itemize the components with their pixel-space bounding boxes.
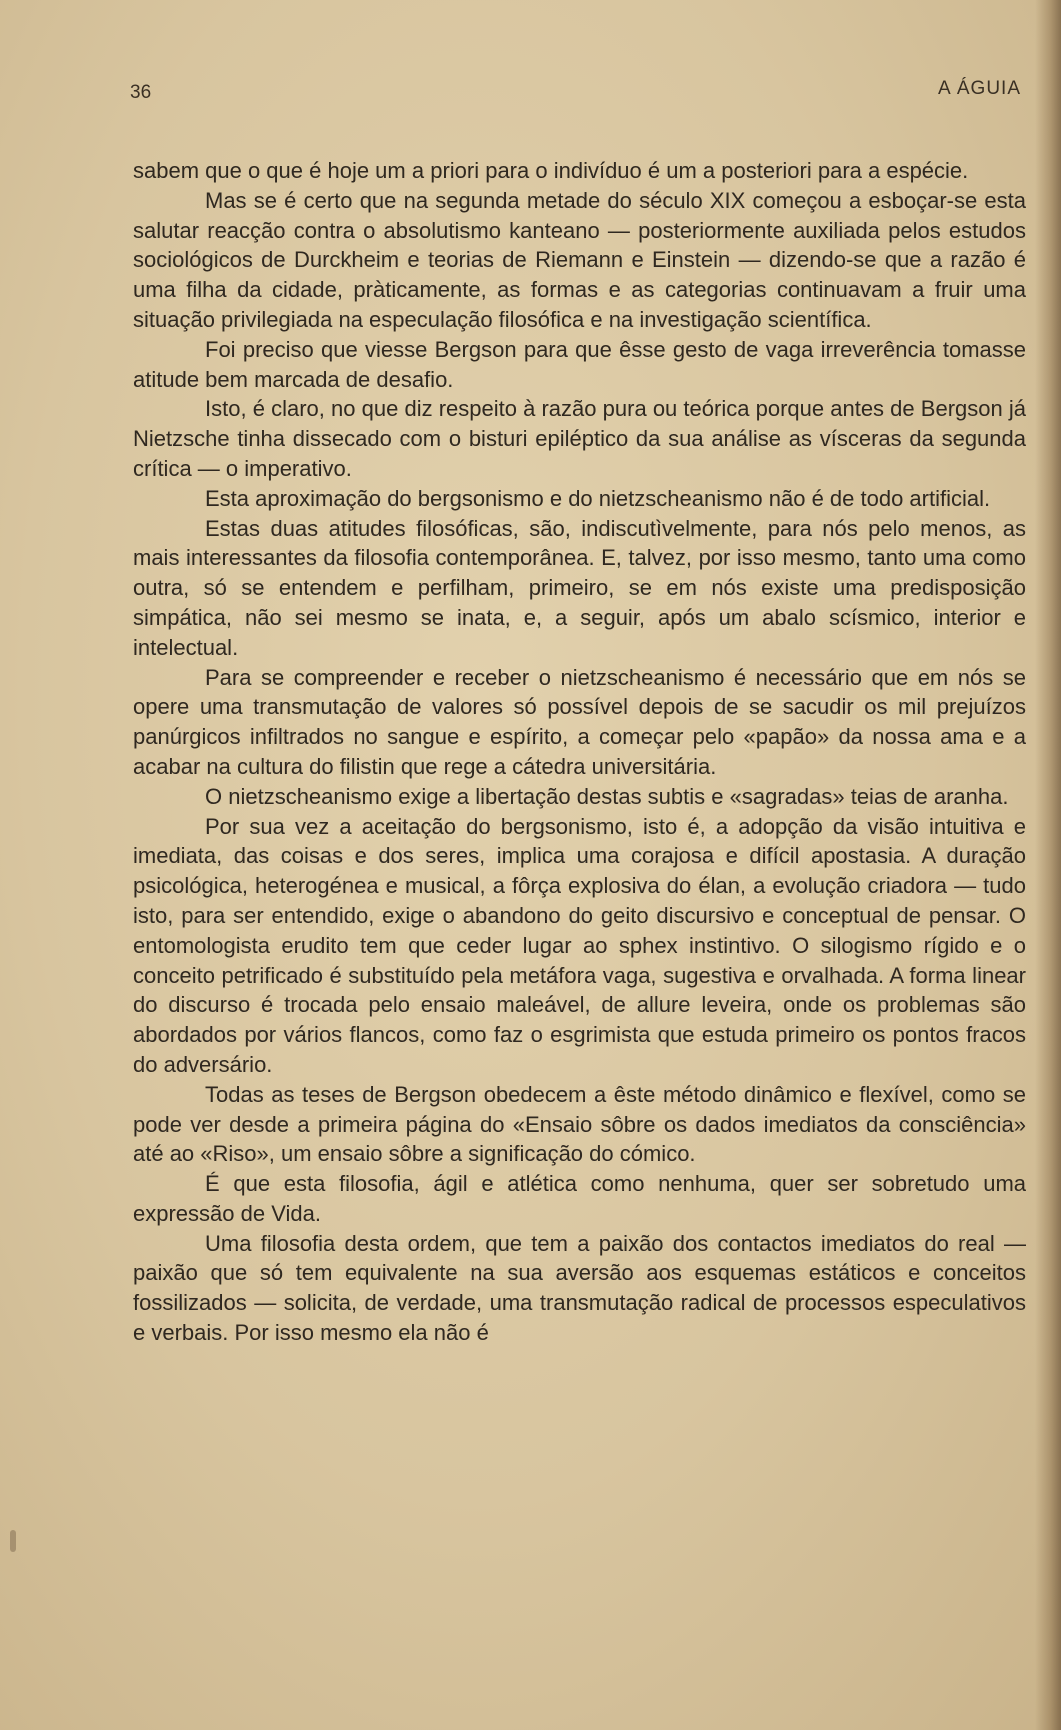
paragraph: Mas se é certo que na segunda metade do século XIX começou a esboçar-se esta salutar reacção contra o absolutismo kanteano — posteriormente auxiliada pelos estudos sociológicos de Durckheim e teorias de Riemann e Einstein — dizendo-se que a razão é uma filha da cidade, pràticamente, as formas e as categorias continuavam a fruir uma situação privilegiada na especulação filosófica e na investigação scientífica. bbox=[133, 187, 1026, 332]
paragraph: Estas duas atitudes filosóficas, são, indiscutìvelmente, para nós pelo menos, as mais interessantes da filosofia contemporânea. E, talvez, por isso mesmo, tanto uma como outra, só se entendem e perfilham, primeiro, se em nós existe uma predisposição simpática, não sei mesmo se inata, e, a seguir, após um abalo scísmico, interior e intelectual. bbox=[133, 515, 1026, 660]
running-title: A ÁGUIA bbox=[937, 78, 1021, 99]
paragraph: O nietzscheanismo exige a libertação destas subtis e «sagradas» teias de aranha. bbox=[205, 783, 1009, 809]
paragraph: Esta aproximação do bergsonismo e do nietzscheanismo não é de todo artificial. bbox=[205, 485, 991, 511]
paragraph: Para se compreender e receber o nietzscheanismo é necessário que em nós se opere uma transmutação de valores só possível depois de se sacudir os mil prejuízos panúrgicos infiltrados no sangue e espírito, a começar pelo «papão» da nossa ama e a acabar na cultura do filistin que rege a cátedra universitária. bbox=[133, 664, 1026, 779]
paragraph: É que esta filosofia, ágil e atlética como nenhuma, quer ser sobretudo uma expressão de Vida. bbox=[133, 1171, 1026, 1226]
paragraph: Isto, é claro, no que diz respeito à razão pura ou teórica porque antes de Bergson já Nietzsche tinha dissecado com o bisturi epiléptico da sua análise as vísceras da segunda crítica — o imperativo. bbox=[133, 396, 1026, 481]
page-number: 36 bbox=[130, 82, 152, 103]
paragraph: Todas as teses de Bergson obedecem a êste método dinâmico e flexível, como se pode ver desde a primeira página do «Ensaio sôbre os dados imediatos da consciência» até ao «Riso», um ensaio sôbre a significação do cómico. bbox=[133, 1081, 1026, 1167]
page-edge-shadow bbox=[1035, 0, 1061, 1730]
text-body bbox=[133, 156, 1026, 1348]
paragraph: Por sua vez a aceitação do bergsonismo, isto é, a adopção da visão intuitiva e imediata, das coisas e dos seres, implica uma corajosa e difícil apostasia. A duração psicológica, heterogénea e musical, a fôrça explosiva do élan, a evolução criadora — tudo isto, para ser entendido, exige o abandono do geito discursivo e conceptual de pensar. O entomologista erudito tem que ceder lugar ao sphex instintivo. O silogismo rígido e o conceito petrificado é substituído pela metáfora vaga, sugestiva e orvalhada. A forma linear do discurso é trocada pelo ensaio maleável, de allure leveira, onde os problemas são abordados por vários flancos, como faz o esgrimista que estuda primeiro os pontos fracos do adversário. bbox=[133, 813, 1026, 1077]
paragraph: Foi preciso que viesse Bergson para que êsse gesto de vaga irreverência tomasse atitude bem marcada de desafio. bbox=[133, 336, 1026, 392]
ink-smudge bbox=[10, 1530, 16, 1552]
page-header bbox=[0, 78, 1061, 108]
paragraph: sabem que o que é hoje um a priori para o indivíduo é um a posteriori para a espécie. bbox=[133, 158, 969, 183]
paragraph: Uma filosofia desta ordem, que tem a paixão dos contactos imediatos do real — paixão que só tem equivalente na sua aversão aos esquemas estáticos e conceitos fossilizados — solicita, de verdade, uma transmutação radical de processos especulativos e verbais. Por isso mesmo ela não é bbox=[133, 1230, 1026, 1346]
